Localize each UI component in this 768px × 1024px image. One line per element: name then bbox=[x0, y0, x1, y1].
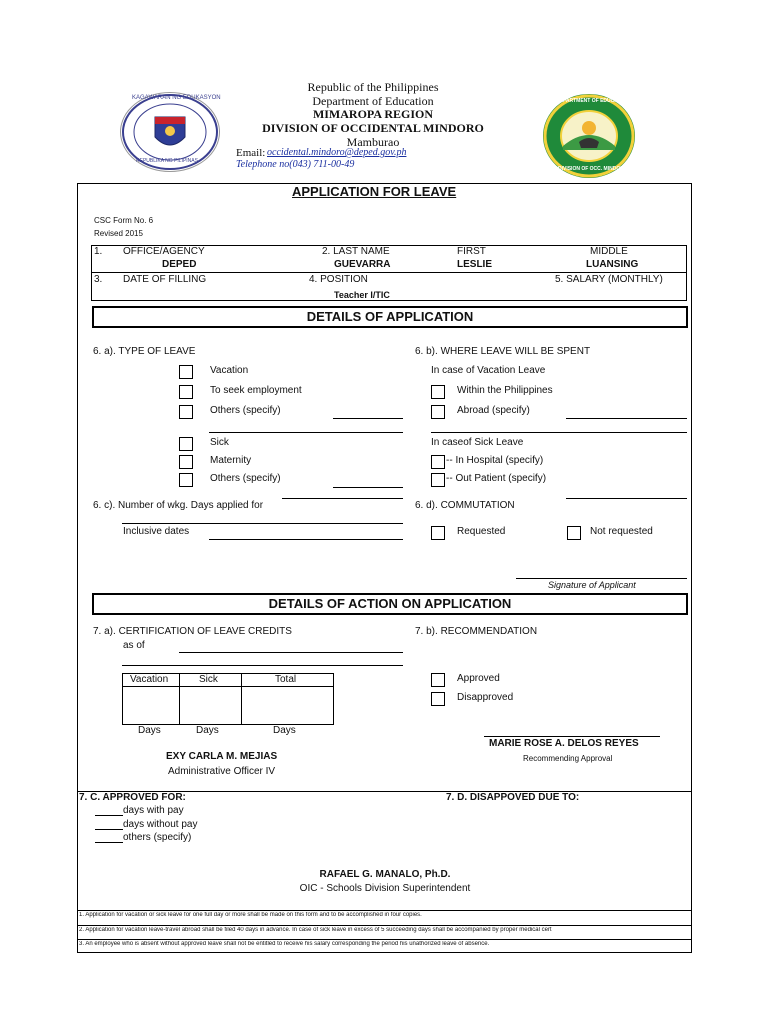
sick-label: Sick bbox=[210, 437, 229, 448]
recommending-officer-name: MARIE ROSE A. DELOS REYES bbox=[489, 738, 639, 749]
middle-name-label: MIDDLE bbox=[590, 246, 628, 257]
type-of-leave-label: 6. a). TYPE OF LEAVE bbox=[93, 346, 196, 357]
out-patient-checkbox[interactable] bbox=[431, 473, 445, 487]
abroad-input[interactable] bbox=[566, 418, 687, 419]
middle-name-value: LUANSING bbox=[586, 259, 639, 270]
credits-col-divider-2 bbox=[241, 673, 242, 725]
disapproved-label: Disapproved bbox=[457, 692, 514, 703]
recommending-signature-line[interactable] bbox=[484, 736, 660, 737]
abroad-input-2[interactable] bbox=[431, 432, 687, 433]
approved-for-label: 7. C. APPROVED FOR: bbox=[79, 792, 186, 803]
working-days-top-line bbox=[282, 498, 403, 499]
disapproved-checkbox[interactable] bbox=[431, 692, 445, 706]
row3-number: 3. bbox=[94, 274, 103, 285]
others-sick-checkbox[interactable] bbox=[179, 473, 193, 487]
out-patient-label: -- Out Patient (specify) bbox=[446, 473, 547, 484]
superintendent-title: OIC - Schools Division Superintendent bbox=[299, 883, 471, 894]
form-revised: Revised 2015 bbox=[94, 229, 143, 238]
as-of-label: as of bbox=[123, 640, 145, 651]
applicant-signature-line[interactable] bbox=[516, 578, 687, 579]
not-requested-checkbox[interactable] bbox=[567, 526, 581, 540]
salary-label: 5. SALARY (MONTHLY) bbox=[555, 274, 663, 285]
within-philippines-label: Within the Philippines bbox=[457, 385, 553, 396]
vacation-checkbox[interactable] bbox=[179, 365, 193, 379]
certification-label: 7. a). CERTIFICATION OF LEAVE CREDITS bbox=[93, 626, 292, 637]
seek-employment-checkbox[interactable] bbox=[179, 385, 193, 399]
details-title: DETAILS OF APPLICATION bbox=[306, 309, 474, 324]
credits-col-total: Total bbox=[275, 674, 297, 685]
as-of-input-2[interactable] bbox=[122, 665, 403, 666]
office-label: OFFICE/AGENCY bbox=[123, 246, 205, 257]
where-leave-label: 6. b). WHERE LEAVE WILL BE SPENT bbox=[415, 346, 591, 357]
position-value: Teacher I/TIC bbox=[334, 290, 390, 300]
header-region: MIMAROPA REGION bbox=[312, 107, 434, 121]
disapproved-due-label: 7. D. DISAPPOVED DUE TO: bbox=[446, 792, 580, 803]
requested-checkbox[interactable] bbox=[431, 526, 445, 540]
right-seal-text-top: DEPARTMENT OF EDUCATION bbox=[556, 98, 630, 104]
right-seal-text-bottom: DIVISION OF OCC. MINDORO bbox=[558, 166, 628, 172]
requested-label: Requested bbox=[457, 526, 506, 537]
form-number: CSC Form No. 6 bbox=[94, 216, 154, 225]
header-department: Department of Education bbox=[312, 94, 434, 108]
action-title: DETAILS OF ACTION ON APPLICATION bbox=[268, 596, 512, 611]
notes-divider-2 bbox=[77, 925, 692, 926]
credits-table-header-divider bbox=[122, 686, 334, 687]
header-division: DIVISION OF OCCIDENTAL MINDORO bbox=[262, 121, 484, 135]
vacation-label: Vacation bbox=[210, 365, 249, 376]
inclusive-dates-input[interactable] bbox=[209, 539, 403, 540]
maternity-label: Maternity bbox=[210, 455, 252, 466]
header-city: Mamburao bbox=[346, 135, 400, 149]
first-name-value: LESLIE bbox=[457, 259, 493, 270]
with-pay-label: days with pay bbox=[123, 805, 184, 816]
sick-checkbox[interactable] bbox=[179, 437, 193, 451]
others-sick-label: Others (specify) bbox=[210, 473, 281, 484]
note-2: 2. Application for vacation leave-travel abroad shall be filed 40 days in advance. In case of sick leave in excess of 5 succeeding days shall be accompanied by proper medical cert bbox=[79, 927, 552, 933]
last-name-value: GUEVARRA bbox=[334, 259, 391, 270]
as-of-input[interactable] bbox=[179, 652, 403, 653]
out-patient-input[interactable] bbox=[566, 498, 687, 499]
others-vacation-checkbox[interactable] bbox=[179, 405, 193, 419]
others-vacation-label: Others (specify) bbox=[210, 405, 281, 416]
admin-officer-name: EXY CARLA M. MEJIAS bbox=[166, 751, 278, 762]
others-vacation-input[interactable] bbox=[333, 418, 403, 419]
superintendent-name: RAFAEL G. MANALO, Ph.D. bbox=[319, 869, 451, 880]
email-link[interactable]: occidental.mindoro@deped.gov.ph bbox=[267, 147, 407, 158]
others-sick-input[interactable] bbox=[333, 487, 403, 488]
credits-days-sick: Days bbox=[196, 725, 219, 736]
credits-col-divider-1 bbox=[179, 673, 180, 725]
credits-days-vacation: Days bbox=[138, 725, 161, 736]
left-seal-text-top: KAGAWARAN NG EDUKASYON bbox=[132, 95, 221, 101]
without-pay-label: days without pay bbox=[123, 819, 198, 830]
note-1: 1. Application for vacation or sick leave for one full day or more shall be made on this form and to be accomplished in four copies. bbox=[79, 912, 422, 918]
telephone: Telephone no(043) 711-00-49 bbox=[236, 159, 355, 170]
row1-number: 1. bbox=[94, 246, 103, 257]
note-3: 3. An employee who is absent without approved leave shall not be entitled to receive his salary corresponding the period his unathorized leave of absence. bbox=[79, 941, 490, 947]
recommending-officer-title: Recommending Approval bbox=[523, 754, 613, 763]
others-approval-input[interactable] bbox=[95, 842, 123, 843]
without-pay-input[interactable] bbox=[95, 829, 123, 830]
working-days-label: 6. c). Number of wkg. Days applied for bbox=[93, 500, 264, 511]
approved-checkbox[interactable] bbox=[431, 673, 445, 687]
others-approval-label: others (specify) bbox=[123, 832, 192, 843]
abroad-label: Abroad (specify) bbox=[457, 405, 530, 416]
seek-employment-label: To seek employment bbox=[210, 385, 302, 396]
notes-divider bbox=[77, 910, 692, 911]
notes-divider-3 bbox=[77, 939, 692, 940]
inclusive-dates-label: Inclusive dates bbox=[123, 526, 190, 537]
credits-col-vacation: Vacation bbox=[130, 674, 169, 685]
last-name-label: 2. LAST NAME bbox=[322, 246, 390, 257]
commutation-label: 6. d). COMMUTATION bbox=[415, 500, 515, 511]
credits-days-total: Days bbox=[273, 725, 296, 736]
maternity-checkbox[interactable] bbox=[179, 455, 193, 469]
sick-case-label: In caseof Sick Leave bbox=[431, 437, 524, 448]
in-hospital-label: -- In Hospital (specify) bbox=[446, 455, 544, 466]
with-pay-input[interactable] bbox=[95, 815, 123, 816]
header-republic: Republic of the Philippines bbox=[307, 80, 439, 94]
others-vacation-input-2[interactable] bbox=[209, 432, 403, 433]
in-hospital-checkbox[interactable] bbox=[431, 455, 445, 469]
position-label: 4. POSITION bbox=[309, 274, 368, 285]
applicant-signature-label: Signature of Applicant bbox=[548, 580, 636, 590]
email-label: Email: bbox=[236, 147, 266, 159]
left-seal-text-bottom: REPUBLIKA NG PILIPINAS bbox=[136, 158, 198, 164]
abroad-checkbox[interactable] bbox=[431, 405, 445, 419]
first-name-label: FIRST bbox=[457, 246, 486, 257]
approved-label: Approved bbox=[457, 673, 500, 684]
row-divider bbox=[91, 272, 687, 273]
working-days-input[interactable] bbox=[122, 523, 403, 524]
office-value: DEPED bbox=[162, 259, 197, 270]
admin-officer-title: Administrative Officer IV bbox=[168, 766, 276, 777]
form-title: APPLICATION FOR LEAVE bbox=[292, 184, 457, 199]
date-filing-label: DATE OF FILLING bbox=[123, 274, 207, 285]
recommendation-label: 7. b). RECOMMENDATION bbox=[415, 626, 538, 637]
within-philippines-checkbox[interactable] bbox=[431, 385, 445, 399]
not-requested-label: Not requested bbox=[590, 526, 653, 537]
vacation-case-label: In case of Vacation Leave bbox=[431, 365, 546, 376]
credits-col-sick: Sick bbox=[199, 674, 218, 685]
